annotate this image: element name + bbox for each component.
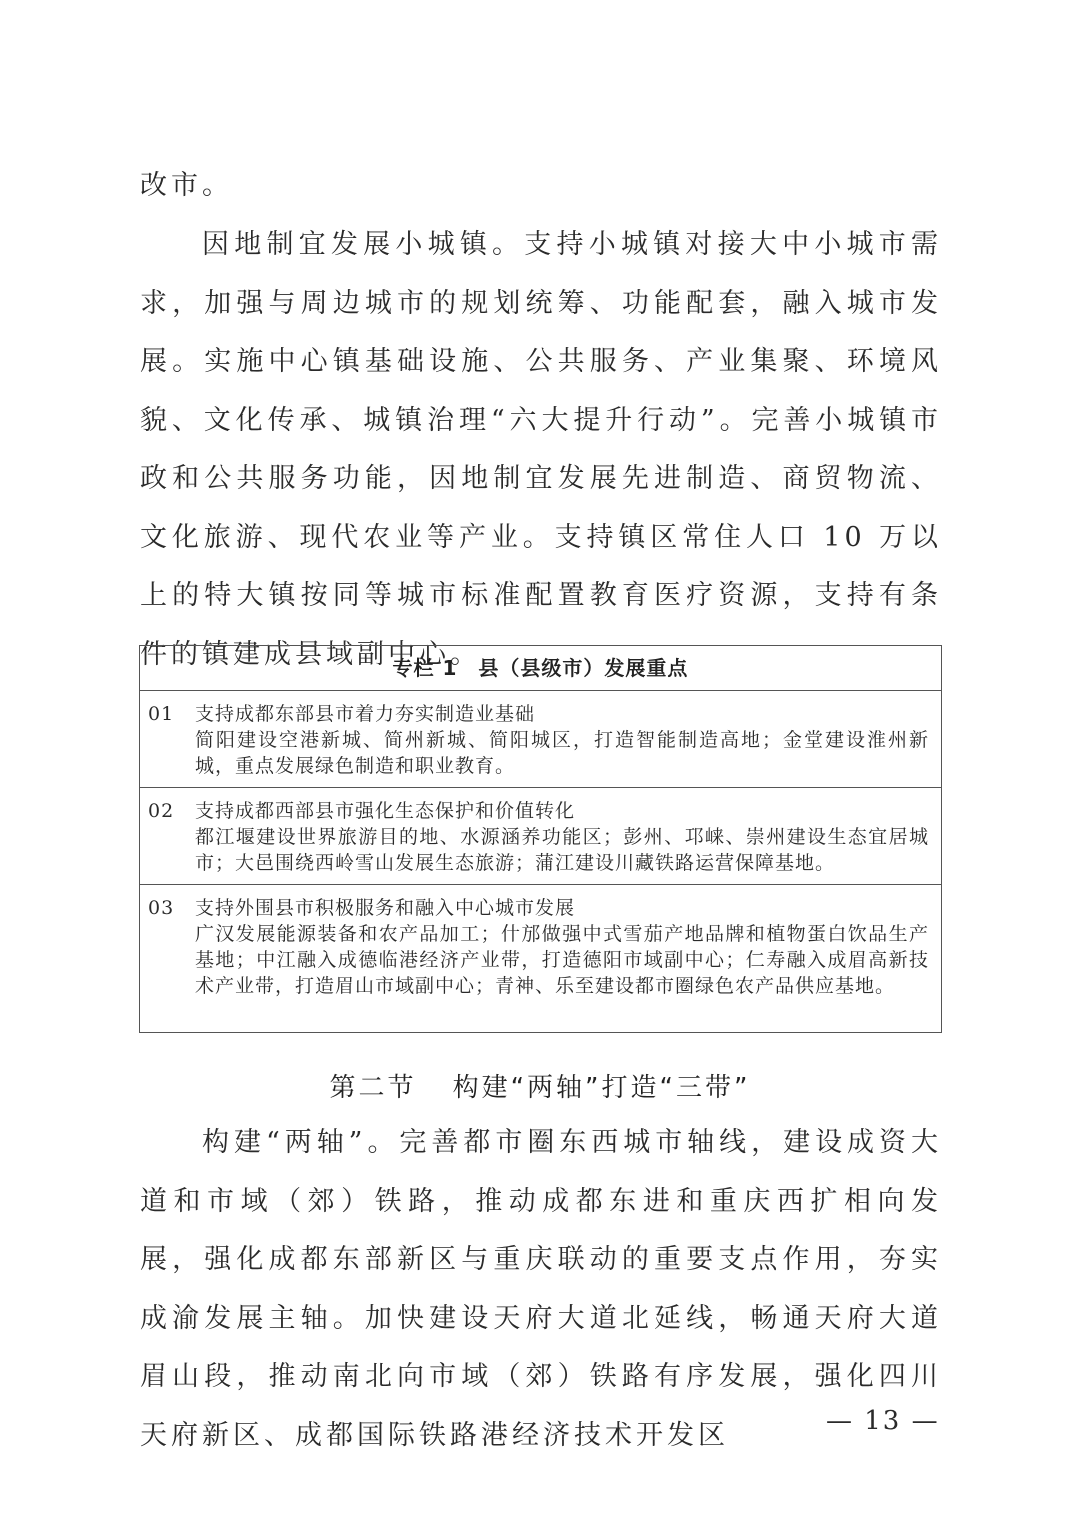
row-number: 01 — [148, 703, 175, 725]
page-number: — 13 — — [826, 1406, 940, 1436]
row-heading: 支持成都东部县市着力夯实制造业基础 — [195, 703, 536, 725]
section-title: 构建“两轴”打造“三带” — [452, 1073, 751, 1103]
row-heading: 支持成都西部县市强化生态保护和价值转化 — [195, 800, 576, 822]
column-box — [139, 645, 942, 1033]
paragraph-small-towns: 因地制宜发展小城镇。支持小城镇对接大中小城市需求，加强与周边城市的规划统筹、功能配套，融入城市发展。实施中心镇基础设施、公共服务、产业集聚、环境风貌、文化传承、城镇治理“六大提升行动”。完善小城镇市政和公共服务功能，因地制宜发展先进制造、商贸物流、文化旅游、现代农业等产业。支持镇区常住人口 10 万以上的特大镇按同等城市标准配置教育医疗资源，支持有条件的镇建成县域副中心。 — [140, 229, 942, 670]
paragraph-two-axes: 构建“两轴”。完善都市圈东西城市轴线，建设成资大道和市域（郊）铁路，推动成都东进和重庆西扩相向发展，强化成都东部新区与重庆联动的重要支点作用，夯实成渝发展主轴。加快建设天府大道北延线，畅通天府大道眉山段，推动南北向市域（郊）铁路有序发展，强化四川天府新区、成都国际铁路港经济技术开发区 — [140, 1127, 942, 1451]
section-number: 第二节 — [329, 1073, 417, 1103]
column-row — [140, 788, 941, 885]
row-number: 03 — [148, 897, 175, 919]
column-row — [140, 691, 941, 788]
row-body: 广汉发展能源装备和农产品加工；什邡做强中式雪茄产地品牌和植物蛋白饮品生产基地；中江融入成德临港经济产业带，打造德阳市域副中心；仁寿融入成眉高新技术产业带，打造眉山市域副中心；青神、乐至建设都市圈绿色农产品供应基地。 — [195, 923, 929, 997]
row-body: 简阳建设空港新城、简州新城、简阳城区，打造智能制造高地；金堂建设淮州新城，重点发展绿色制造和职业教育。 — [195, 729, 929, 777]
column-box-title: 专栏 1 县（县级市）发展重点 — [140, 646, 941, 691]
section-heading — [0, 1068, 1080, 1108]
row-heading: 支持外围县市积极服务和融入中心城市发展 — [195, 897, 576, 919]
row-body: 都江堰建设世界旅游目的地、水源涵养功能区；彭州、邛崃、崇州建设生态宜居城市；大邑围绕西岭雪山发展生态旅游；蒲江建设川藏铁路运营保障基地。 — [195, 826, 929, 874]
row-number: 02 — [148, 800, 175, 822]
paragraph-continuation: 改市。 — [140, 170, 233, 201]
column-row — [140, 885, 941, 1033]
